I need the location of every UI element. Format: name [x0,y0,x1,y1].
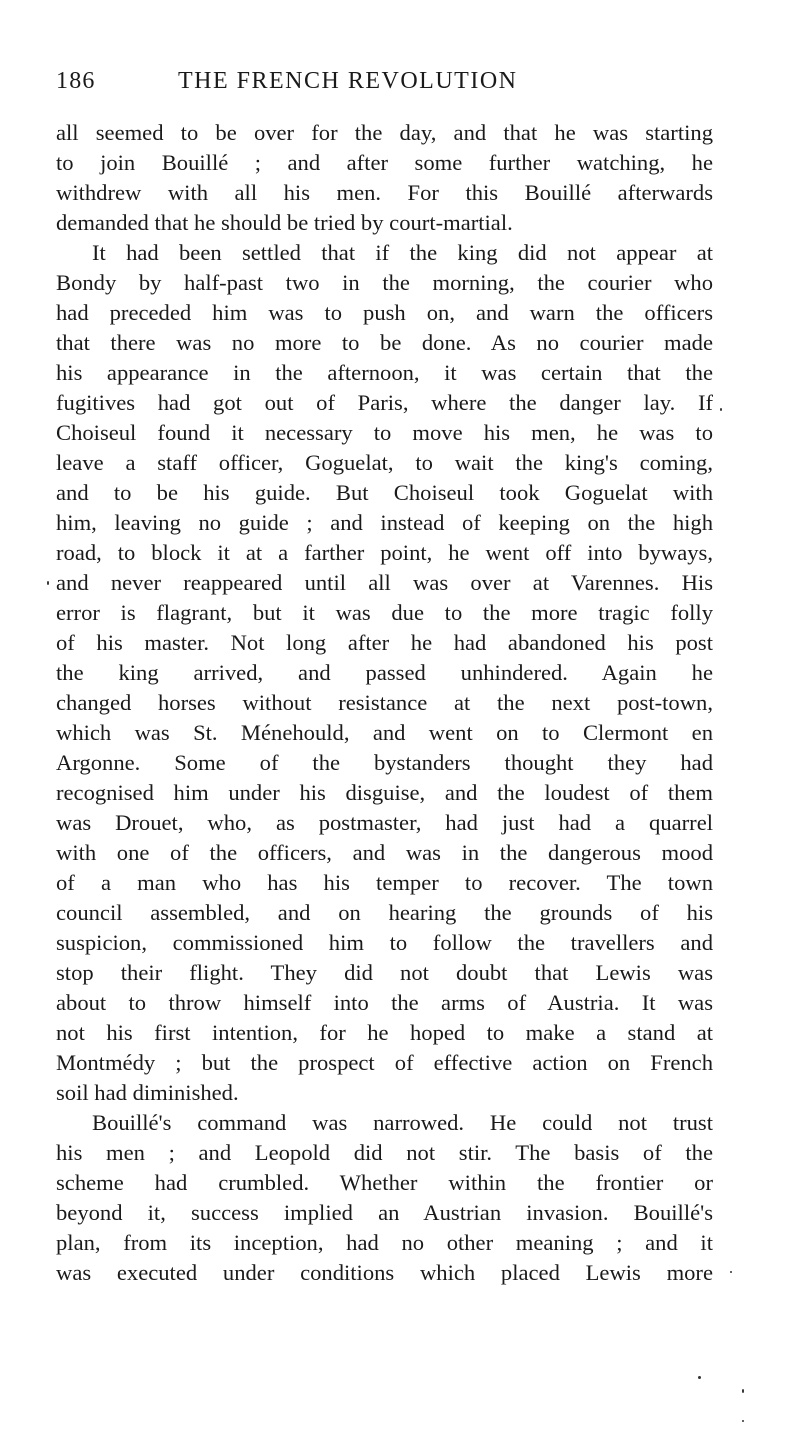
scan-speck [720,408,722,411]
text-line: to join Bouillé ; and after some further watching, he [56,150,713,175]
text-line: the king arrived, and passed unhindered. Again he [56,660,713,685]
text-line: stop their flight. They did not doubt that Lewis was [56,960,713,985]
text-line: that there was no more to be done. As no courier made [56,330,713,355]
text-line: Argonne. Some of the bystanders thought they had [56,750,713,775]
text-line: all seemed to be over for the day, and that he was starting [56,120,713,145]
text-line: road, to block it at a farther point, he went off into byways, [56,540,713,565]
scan-speck [47,581,49,585]
text-line: withdrew with all his men. For this Bouillé afterwards [56,180,713,205]
text-line: Bondy by half-past two in the morning, the courier who [56,270,713,295]
text-line: with one of the officers, and was in the dangerous mood [56,840,713,865]
text-line: plan, from its inception, had no other meaning ; and it [56,1230,713,1255]
text-line: Bouillé's command was narrowed. He could not trust [92,1110,713,1135]
text-line: had preceded him was to push on, and warn the officers [56,300,713,325]
text-line: his men ; and Leopold did not stir. The basis of the [56,1140,713,1165]
text-line: was Drouet, who, as postmaster, had just had a quarrel [56,810,713,835]
text-line: Choiseul found it necessary to move his men, he was to [56,420,713,445]
scan-speck [742,1389,744,1393]
text-line: demanded that he should be tried by court-martial. [56,210,513,235]
paragraph [56,238,713,1108]
text-line: not his first intention, for he hoped to make a stand at [56,1020,713,1045]
text-line: recognised him under his disguise, and the loudest of them [56,780,713,805]
paragraph [56,118,713,238]
text-line: changed horses without resistance at the next post-town, [56,690,713,715]
running-title: THE FRENCH REVOLUTION [178,68,518,94]
text-line: Montmédy ; but the prospect of effective action on French [56,1050,713,1075]
text-line: leave a staff officer, Goguelat, to wait the king's coming, [56,450,713,475]
text-line: fugitives had got out of Paris, where the danger lay. If [56,390,713,415]
text-line: of a man who has his temper to recover. The town [56,870,713,895]
text-line: soil had diminished. [56,1080,239,1105]
text-line: council assembled, and on hearing the grounds of his [56,900,713,925]
text-line: of his master. Not long after he had abandoned his post [56,630,713,655]
scan-speck [742,1420,744,1422]
text-line: and to be his guide. But Choiseul took Goguelat with [56,480,713,505]
page-header [56,68,716,102]
scan-speck [698,1376,701,1379]
text-line: was executed under conditions which placed Lewis more [56,1260,713,1285]
page-number: 186 [56,68,96,94]
scan-speck [730,1271,732,1273]
text-line: his appearance in the afternoon, it was certain that the [56,360,713,385]
text-line: It had been settled that if the king did not appear at [92,240,713,265]
text-line: scheme had crumbled. Whether within the frontier or [56,1170,713,1195]
paragraph [56,1108,713,1288]
text-line: beyond it, success implied an Austrian invasion. Bouillé's [56,1200,713,1225]
text-line: suspicion, commissioned him to follow the travellers and [56,930,713,955]
text-line: and never reappeared until all was over at Varennes. His [56,570,713,595]
text-line: error is flagrant, but it was due to the more tragic folly [56,600,713,625]
text-line: which was St. Ménehould, and went on to Clermont en [56,720,713,745]
text-line: about to throw himself into the arms of Austria. It was [56,990,713,1015]
text-line: him, leaving no guide ; and instead of keeping on the high [56,510,713,535]
body-text [56,118,713,1288]
